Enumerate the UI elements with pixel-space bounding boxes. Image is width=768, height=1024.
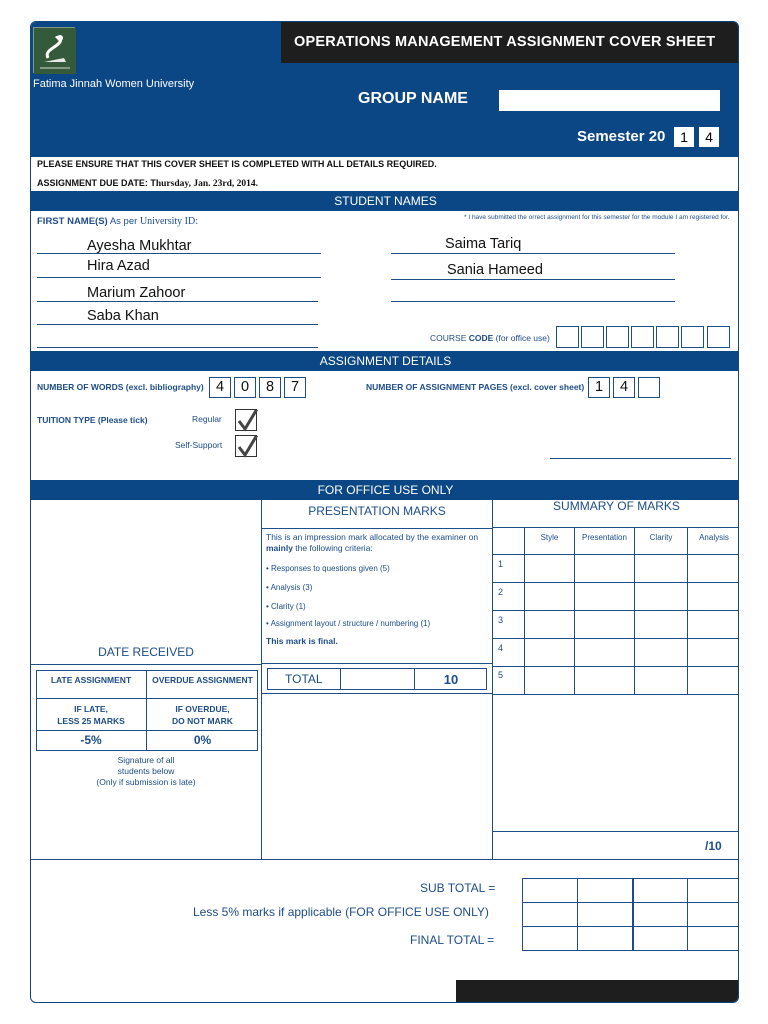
semester-label: Semester 20 [577,128,666,145]
declaration-note: * I have submitted the orrect assignment for this semester for the module I am registered for. [464,214,730,221]
total-input[interactable] [342,669,413,689]
tuition-label: TUITION TYPE (Please tick) [37,415,148,425]
student-band-rest: NAMES [390,194,437,208]
name-line [391,301,675,302]
words-digit[interactable]: 7 [284,377,306,398]
late-rule: IF LATE, LESS 25 MARKS [57,704,125,726]
due-date-value: hursday, Jan. 23rd, 2014. [155,179,258,189]
student-band-bold: STUDENT [334,194,391,208]
sub-total-label: SUB TOTAL = [420,881,496,895]
semester-digit-1[interactable]: 1 [673,126,695,148]
total-value: 10 [443,672,459,687]
divider [522,926,739,927]
course-code-box[interactable] [681,326,704,348]
criterion-item: • Assignment layout / structure / numbering (1) [266,619,431,628]
pages-label: NUMBER OF ASSIGNMENT PAGES (excl. cover sheet) [366,382,585,392]
divider [493,831,739,832]
course-code-label: COURSE CODE (for office use) [430,333,550,343]
pages-digit[interactable] [638,377,660,398]
divider [493,582,739,583]
group-name-label: GROUP NAME [358,90,468,107]
self-support-label: Self-Support [175,440,223,450]
divider [522,902,739,903]
divider [493,694,739,695]
out-of-ten: /10 [705,839,722,853]
divider [31,664,261,665]
due-date-line [37,178,258,189]
divider [687,878,688,951]
student-names-band [31,191,739,211]
overdue-rule: IF OVERDUE, DO NOT MARK [172,704,233,726]
divider [493,638,739,639]
criterion-item: • Responses to questions given (5) [266,564,390,573]
cover-sheet [30,21,739,1003]
divider [262,663,492,664]
divider [262,528,492,529]
course-code-box[interactable] [556,326,579,348]
summary-col-style: Style [540,533,559,542]
course-code-box[interactable] [581,326,604,348]
final-total-label: FINAL TOTAL = [410,933,495,947]
name-line [37,347,318,348]
late-assignment-header: LATE ASSIGNMENT [50,675,132,685]
criterion-item: • Clarity (1) [266,602,306,611]
divider [340,668,341,690]
summary-title: SUMMARY OF MARKS [553,499,680,513]
summary-col-clarity: Clarity [649,533,673,542]
overdue-assignment-header: OVERDUE ASSIGNMENT [152,675,253,685]
first-name-label: FIRST NAME(S) [37,216,108,227]
group-name-field[interactable] [499,90,720,111]
name-line [391,253,675,254]
assignment-details-band: ASSIGNMENT DETAILS [31,351,739,371]
university-logo-icon [33,27,75,73]
name-line [37,301,318,302]
header-band [31,22,739,157]
university-id-text: University ID: [139,216,198,227]
checkmark-icon [236,436,258,458]
words-digit[interactable]: 0 [234,377,256,398]
words-label: NUMBER OF WORDS (excl. bibliography) [37,382,204,392]
name-line [391,279,675,280]
page-title: OPERATIONS MANAGEMENT ASSIGNMENT COVER SHEET [281,22,739,63]
course-code-box[interactable] [656,326,679,348]
ensure-notice: PLEASE ENSURE THAT THIS COVER SHEET IS COMPLETED WITH ALL DETAILS REQUIRED. [37,159,437,169]
divider [262,693,492,694]
name-line [37,324,318,325]
first-name-label-line [37,216,198,227]
course-code-box[interactable] [606,326,629,348]
summary-col-presentation: Presentation [582,533,627,542]
name-line [37,253,321,254]
due-date-label: ASSIGNMENT DUE DATE: T [37,178,156,188]
student-name-2[interactable]: Hira Azad [87,258,150,274]
pages-digit[interactable]: 4 [613,377,635,398]
footer-bar [456,980,739,1003]
summary-row-num: 2 [498,587,504,597]
final-note: This mark is final. [266,636,338,646]
summary-row-num: 4 [498,643,504,653]
presentation-title: PRESENTATION MARKS [308,504,446,518]
signature-note: Signature of all students below (Only if submission is late) [96,755,196,787]
divider [493,666,739,667]
divider [493,610,739,611]
divider [577,878,578,951]
summary-col-analysis: Analysis [699,533,729,542]
divider [493,527,739,528]
student-name-5[interactable]: Saima Tariq [445,236,522,252]
name-line [37,277,321,278]
date-received-label: DATE RECEIVED [98,645,194,659]
divider [632,878,634,951]
total-label: TOTAL [285,672,323,686]
divider [31,859,739,860]
totals-grid [522,878,739,951]
student-name-4[interactable]: Saba Khan [87,308,159,324]
divider [493,554,739,555]
office-use-band: FOR OFFICE USE ONLY [31,480,739,500]
divider [36,698,258,699]
signature-line [550,458,731,459]
regular-label: Regular [192,414,222,424]
summary-row-num: 5 [498,670,504,680]
divider [36,730,258,731]
summary-row-num: 1 [498,559,504,569]
self-support-checkbox[interactable] [235,435,257,457]
checkmark-icon [236,410,258,432]
presentation-intro: This is an impression mark allocated by the examiner on mainly the following criteria: [266,532,479,553]
words-digit[interactable]: 8 [259,377,281,398]
university-name: Fatima Jinnah Women University [33,78,195,90]
course-code-box[interactable] [631,326,654,348]
course-code-box[interactable] [707,326,730,348]
student-name-3[interactable]: Marium Zahoor [87,285,186,301]
summary-row-num: 3 [498,615,504,625]
regular-checkbox[interactable] [235,409,257,431]
pages-digit[interactable]: 1 [588,377,610,398]
criterion-item: • Analysis (3) [266,583,313,592]
words-digit[interactable]: 4 [209,377,231,398]
late-penalty: -5% [80,733,102,747]
divider [261,500,262,859]
student-name-1[interactable]: Ayesha Mukhtar [87,238,192,254]
semester-digit-2[interactable]: 4 [698,126,720,148]
student-name-6[interactable]: Sania Hameed [447,262,543,278]
as-per-text: As per [107,216,140,227]
less-five-label: Less 5% marks if applicable (FOR OFFICE USE ONLY) [193,905,489,919]
overdue-penalty: 0% [193,733,212,747]
